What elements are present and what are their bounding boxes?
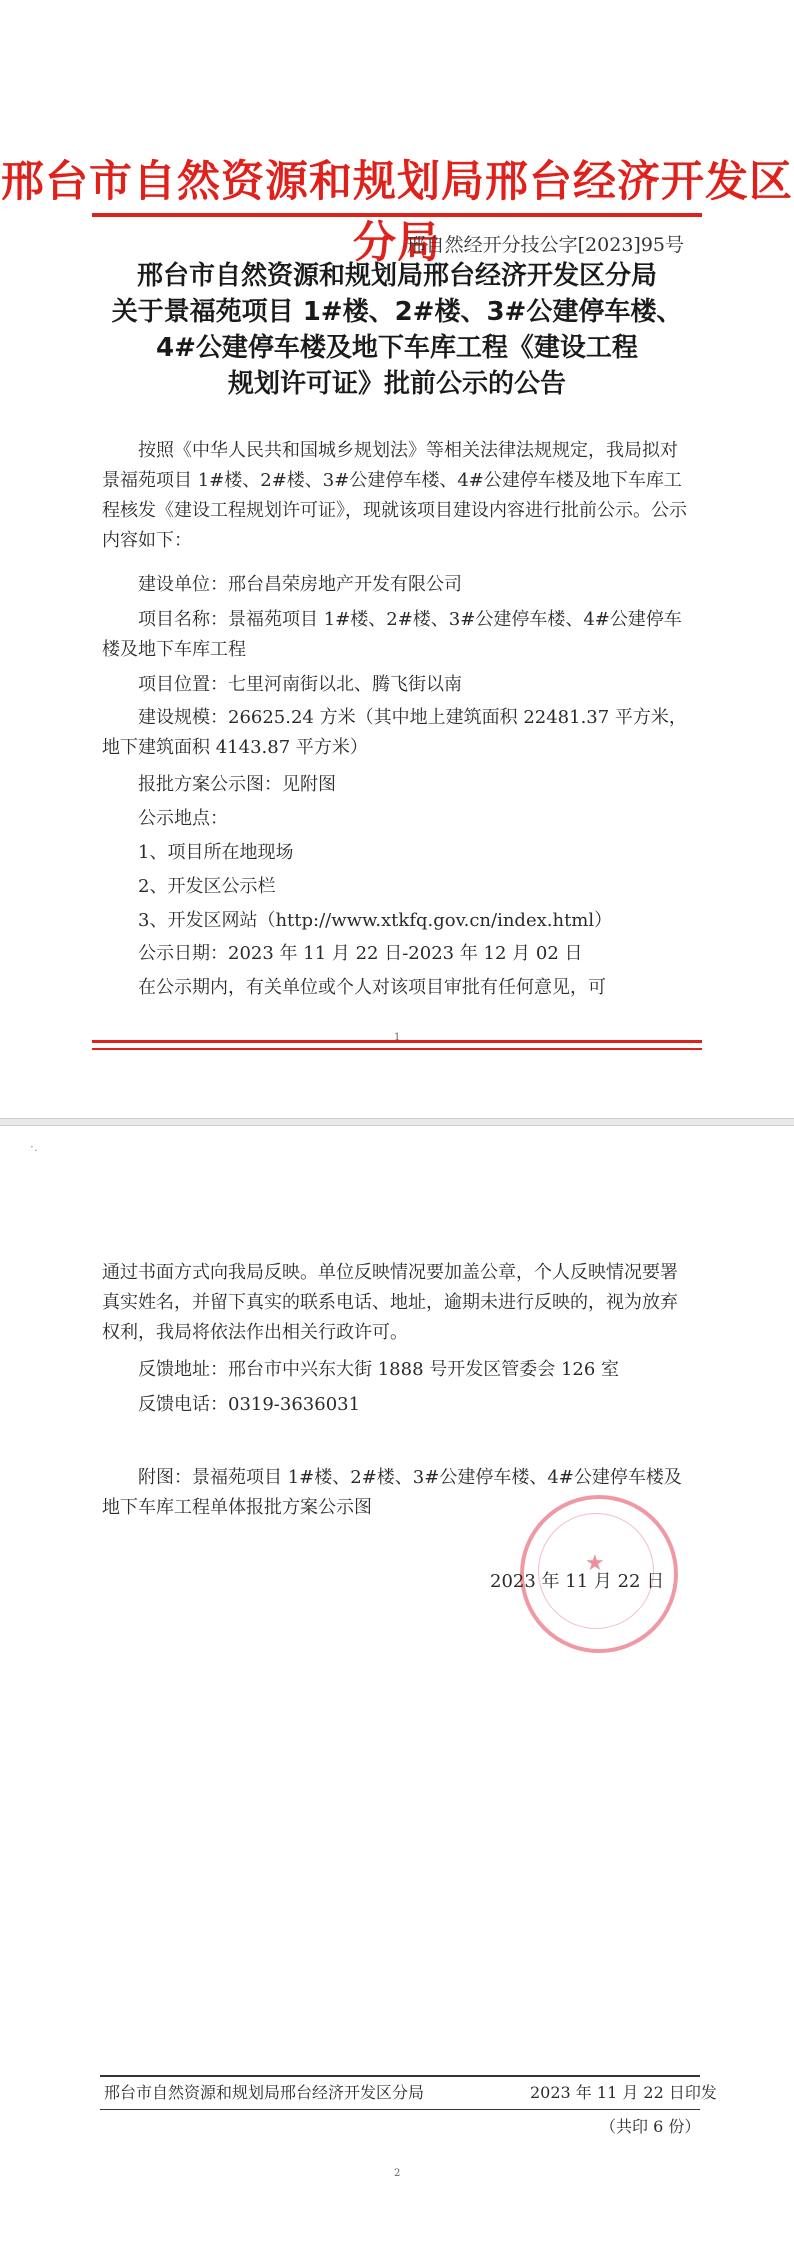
footer-org: 邢台市自然资源和规划局邢台经济开发区分局	[104, 2083, 425, 2102]
paragraph-last-line: 在公示期内，有关单位或个人对该项目审批有任何意见，可	[138, 977, 606, 998]
place-item-website: 3、开发区网站（http://www.xtkfq.gov.cn/index.html）	[138, 910, 613, 931]
seal-star-icon: ★	[585, 1551, 605, 1576]
construction-unit: 建设单位：邢台昌荣房地产开发有限公司	[138, 574, 462, 595]
place-item: 2、开发区公示栏	[138, 876, 276, 897]
attachment-note: 附图：景福苑项目 1#楼、2#楼、3#公建停车楼、4#公建停车楼及地下车库工程单体报批方案公示图	[102, 1467, 682, 1518]
notice-period: 公示日期：2023 年 11 月 22 日-2023 年 12 月 02 日	[138, 943, 583, 964]
project-name: 项目名称：景福苑项目 1#楼、2#楼、3#公建停车楼、4#公建停车楼及地下车库工程	[102, 609, 682, 660]
feedback-address: 反馈地址：邢台市中兴东大街 1888 号开发区管委会 126 室	[138, 1359, 620, 1380]
intro-paragraph: 按照《中华人民共和国城乡规划法》等相关法律法规规定，我局拟对景福苑项目 1#楼、2#楼、3#公建停车楼、4#公建停车楼及地下车库工程核发《建设工程规划许可证》，现就该项目建设内容进行批前公示。公示内容如下：	[102, 440, 687, 551]
document-number: 邢自然经开分技公字[2023]95号	[406, 234, 684, 256]
footer-rule-upper	[100, 2075, 700, 2077]
place-item: 1、项目所在地现场	[138, 842, 294, 863]
letterhead-rule	[92, 213, 702, 217]
notice-title-line: 4#公建停车楼及地下车库工程《建设工程	[156, 333, 638, 363]
page-number: 1	[394, 1032, 401, 1043]
notice-title-line: 邢台市自然资源和规划局邢台经济开发区分局	[136, 261, 657, 291]
continuation-paragraph: 通过书面方式向我局反映。单位反映情况要加盖公章，个人反映情况要署真实姓名，并留下真实的联系电话、地址，逾期未进行反映的，视为放弃权利，我局将依法作出相关行政许可。	[102, 1262, 678, 1343]
scan-artifact: ·.	[30, 1140, 38, 1154]
construction-scale: 建设规模：26625.24 方米（其中地上建筑面积 22481.37 平方米，地下建筑面积 4143.87 平方米）	[102, 707, 687, 758]
footer-rule-lower	[100, 2109, 700, 2110]
plan-figure: 报批方案公示图：见附图	[138, 774, 336, 795]
copies-count: （共印 6 份）	[600, 2117, 701, 2136]
place-label: 公示地点：	[138, 808, 228, 829]
issue-date: 2023 年 11 月 22 日	[490, 1571, 665, 1592]
document-page-1	[0, 0, 794, 1118]
feedback-phone: 反馈电话：0319-3636031	[138, 1394, 361, 1415]
footer-rule-bottom	[92, 1048, 702, 1050]
page-separator	[0, 1118, 794, 1126]
footer-print-date: 2023 年 11 月 22 日印发	[530, 2083, 717, 2102]
notice-title-line: 关于景福苑项目 1#楼、2#楼、3#公建停车楼、	[111, 297, 683, 327]
project-location: 项目位置：七里河南街以北、腾飞街以南	[138, 674, 462, 695]
page-number: 2	[394, 2168, 401, 2179]
notice-title	[80, 258, 714, 402]
letterhead-title: 邢台市自然资源和规划局邢台经济开发区分局	[1, 157, 793, 268]
notice-title-line: 规划许可证》批前公示的公告	[227, 369, 566, 399]
